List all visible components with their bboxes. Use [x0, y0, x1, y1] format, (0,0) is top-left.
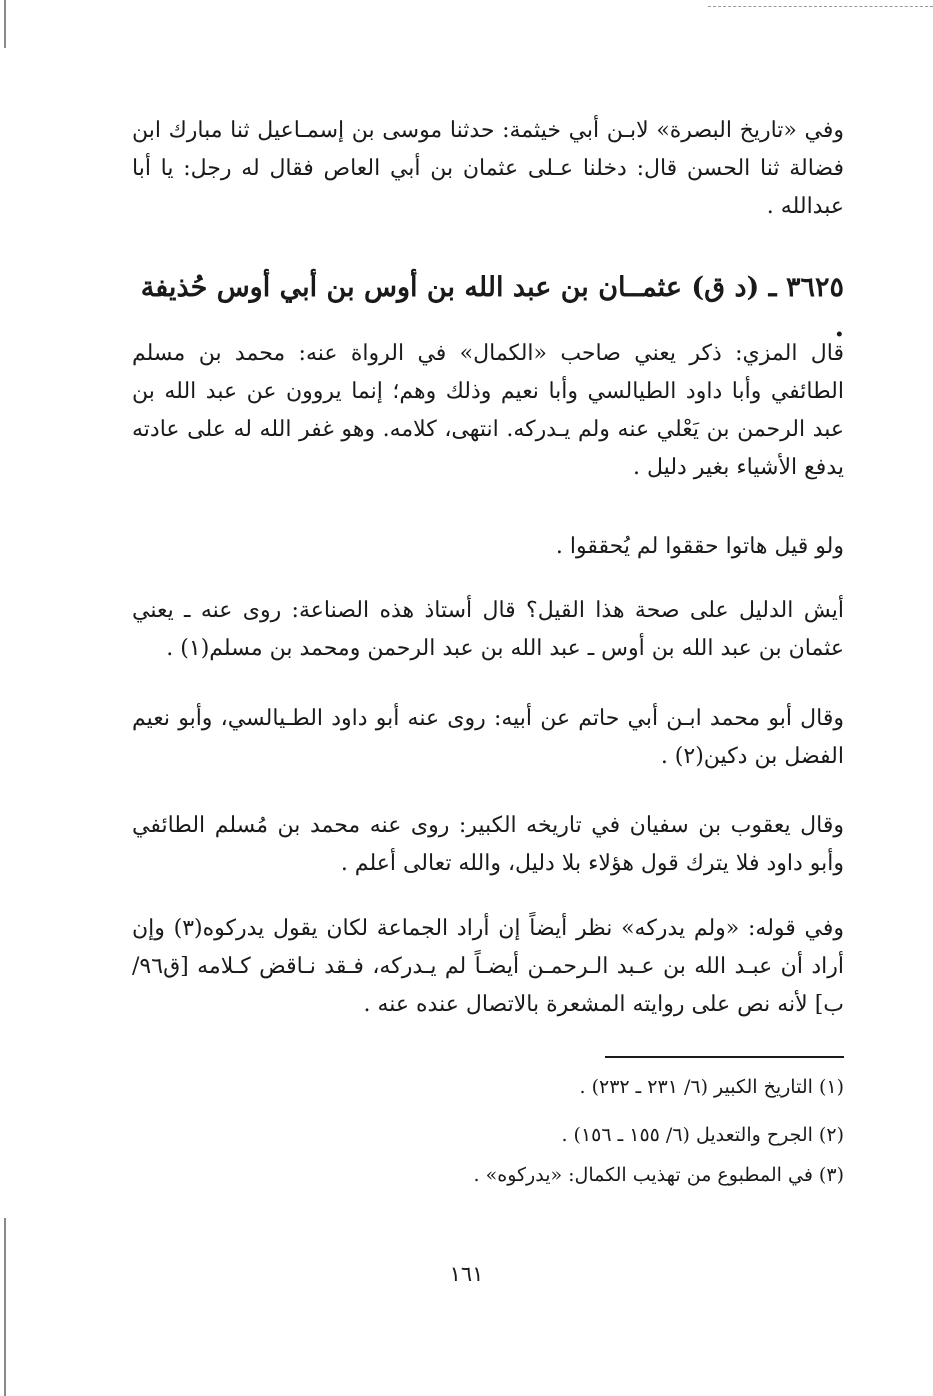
page-number: ١٦١ [449, 1262, 484, 1286]
paragraph-yaqub: وقال يعقوب بن سفيان في تاريخه الكبير: روى عنه محمد بن مُسلم الطائفي وأبو داود فلا يترك قول هؤلاء بلا دليل، والله تعالى أعلم . [132, 813, 844, 876]
scan-edge-mark [4, 0, 6, 48]
scan-artifact-line [708, 6, 933, 7]
footnote-3: (٣) في المطبوع من تهذيب الكمال: «يدركوه» . [473, 1164, 844, 1186]
paragraph-ibn-abi-hatim: وقال أبو محمد ابـن أبي حاتم عن أبيه: روى عنه أبو داود الطـيالسي، وأبو نعيم الفضل بن دكين(٢) . [132, 706, 844, 769]
verse-line: ولو قيل هاتوا حققوا لم يُحققوا . [555, 534, 844, 559]
paragraph-critique: وفي قوله: «ولم يدركه» نظر أيضاً إن أراد الجماعة لكان يقول يدركوه(٣) وإن أراد أن عبـد الله بن عـبد الـرحمـن أيضـاً لم يـدركه، فـقد نـاقض كـلامه [ق٩٦/ب] لأنه نص على روايته المشعرة بالاتصال عنده عنه . [132, 916, 844, 1017]
paragraph-evidence: أيش الدليل على صحة هذا القيل؟ قال أستاذ هذه الصناعة: روى عنه ـ يعني عثمان بن عبد الله بن أوس ـ عبد الله بن عبد الرحمن ومحمد بن مسلم(١) . [132, 598, 844, 661]
paragraph-tarikh-basra: وفي «تاريخ البصرة» لابـن أبي خيثمة: حدثنا موسى بن إسمـاعيل ثنا مبارك ابن فضالة ثنا الحسن قال: دخلنا عـلى عثمان بن أبي العاص فقال له رجل: يا أبا عبدالله . [132, 118, 844, 219]
footnote-1: (١) التاريخ الكبير (٦/ ٢٣١ ـ ٢٣٢) . [579, 1076, 844, 1098]
footnote-2: (٢) الجرح والتعديل (٦/ ١٥٥ ـ ١٥٦) . [561, 1124, 844, 1146]
paragraph-mizzi: قال المزي: ذكر يعني صاحب «الكمال» في الرواة عنه: محمد بن مسلم الطائفي وأبا داود الطيالسي وأبا نعيم وذلك وهم؛ إنما يروون عن عبد الله بن عبد الرحمن بن يَعْلي عنه ولم يـدركه. انتهى، كلامه. وهو غفر الله له على عادته يدفع الأشياء بغير دليل . [132, 341, 844, 480]
entry-heading: ٣٦٢٥ ـ (د ق) عثمــان بن عبد الله بن أوس بن أبي أوس حُذيفة . [140, 272, 844, 343]
footnote-separator [605, 1056, 844, 1058]
scan-edge-mark [4, 1218, 6, 1396]
